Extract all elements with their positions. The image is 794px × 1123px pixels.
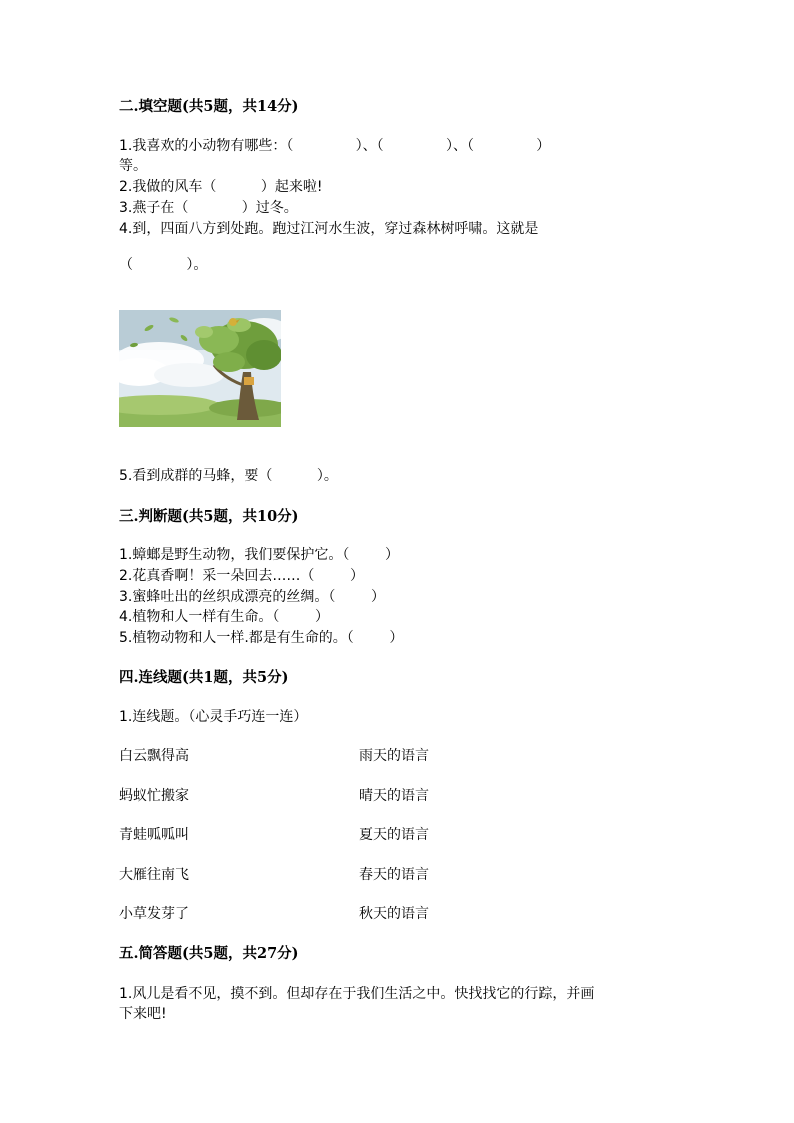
match-right-item-2: 晴天的语言 (359, 788, 429, 804)
judge-item-2: 2.花真香啊！采一朵回去……（ ） (119, 568, 364, 584)
match-right-item-1: 雨天的语言 (359, 748, 429, 764)
section-heading-short-answer: 五.简答题(共5题，共27分) (119, 945, 299, 962)
section-heading-true-false: 三.判断题(共5题，共10分) (119, 508, 299, 525)
tree-illustration (119, 310, 281, 427)
match-right-item-4: 春天的语言 (359, 867, 429, 883)
match-left-item-1: 白云飘得高 (119, 748, 189, 764)
question-4-line-2: （ ）。 (119, 257, 208, 273)
match-left-item-3: 青蛙呱呱叫 (119, 827, 189, 843)
short-answer-1-line-2: 下来吧! (119, 1006, 167, 1022)
question-5: 5.看到成群的马蜂，要（ ）。 (119, 468, 338, 484)
question-2: 2.我做的风车（ ）起来啦! (119, 179, 323, 195)
judge-item-4: 4.植物和人一样有生命。（ ） (119, 609, 329, 625)
matching-prompt: 1.连线题。（心灵手巧连一连） (119, 709, 308, 725)
match-left-item-5: 小草发芽了 (119, 906, 189, 922)
match-left-item-4: 大雁往南飞 (119, 867, 189, 883)
section-heading-fill-blank: 二.填空题(共5题，共14分) (119, 98, 299, 115)
judge-item-3: 3.蜜蜂吐出的丝织成漂亮的丝绸。（ ） (119, 589, 385, 605)
match-right-item-5: 秋天的语言 (359, 906, 429, 922)
match-right-item-3: 夏天的语言 (359, 827, 429, 843)
question-1-line-2: 等。 (119, 158, 147, 174)
judge-item-5: 5.植物动物和人一样.都是有生命的。（ ） (119, 630, 404, 646)
question-1-line-1: 1.我喜欢的小动物有哪些：（ ）、（ ）、（ ） (119, 138, 551, 154)
question-4-line-1: 4.到，四面八方到处跑。跑过江河水生波，穿过森林树呼啸。这就是 (119, 221, 539, 237)
section-heading-matching: 四.连线题(共1题，共5分) (119, 669, 289, 686)
match-left-item-2: 蚂蚁忙搬家 (119, 788, 189, 804)
question-3: 3.燕子在（ ）过冬。 (119, 200, 298, 216)
short-answer-1-line-1: 1.风儿是看不见，摸不到。但却存在于我们生活之中。快找找它的行踪，并画 (119, 986, 595, 1002)
judge-item-1: 1.蟑螂是野生动物，我们要保护它。（ ） (119, 547, 399, 563)
